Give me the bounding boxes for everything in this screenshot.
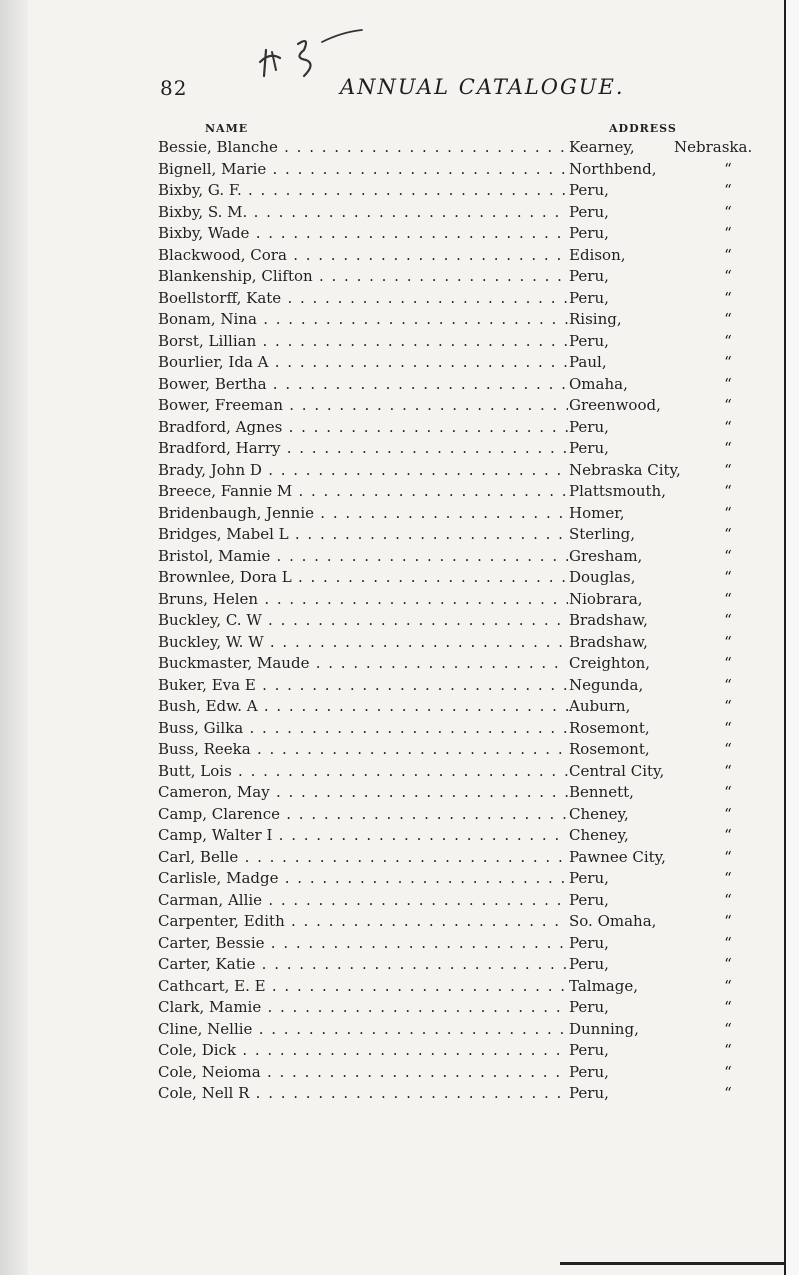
student-state: “ xyxy=(724,1062,732,1081)
student-address: Peru, xyxy=(568,331,609,353)
student-state: “ xyxy=(724,826,732,844)
student-address: Homer, xyxy=(568,503,625,525)
student-name: Bourlier, Ida A . . . xyxy=(158,352,568,374)
student-name: Clark, Mamie . . . xyxy=(158,997,568,1019)
student-name: Blankenship, Clifton . . . xyxy=(158,266,568,288)
student-state: “ xyxy=(724,417,732,436)
page-bottom-rule xyxy=(560,1262,784,1265)
list-item xyxy=(158,804,778,826)
student-name: Bonam, Nina . . . xyxy=(158,309,568,331)
list-item xyxy=(158,997,778,1019)
student-name: Blackwood, Cora . . . xyxy=(158,245,568,267)
list-item xyxy=(158,395,778,417)
list-item xyxy=(158,417,778,439)
student-state: “ xyxy=(724,181,732,199)
student-state: “ xyxy=(724,331,732,350)
student-state: “ xyxy=(724,718,732,737)
student-address: Peru, xyxy=(568,954,609,976)
student-address: Greenwood, xyxy=(568,395,661,417)
list-item xyxy=(158,911,778,933)
student-address: Peru, xyxy=(568,202,609,224)
student-state: “ xyxy=(724,396,732,414)
student-name: Camp, Walter I . . . xyxy=(158,825,568,847)
student-name: Bixby, Wade . . . xyxy=(158,223,568,245)
list-item xyxy=(158,567,778,589)
student-address: Edison, xyxy=(568,245,626,267)
student-state: “ xyxy=(724,546,732,565)
student-state: “ xyxy=(724,675,732,694)
page-gutter-shadow xyxy=(0,0,28,1275)
list-item xyxy=(158,374,778,396)
student-state: “ xyxy=(724,783,732,801)
student-name: Bessie, Blanche . . . xyxy=(158,137,568,159)
student-address: Peru, xyxy=(568,180,609,202)
student-name: Buker, Eva E . . . xyxy=(158,675,568,697)
student-address: Nebraska City, xyxy=(568,460,681,482)
student-address: Cheney, xyxy=(568,804,629,826)
list-item xyxy=(158,245,778,267)
student-state: “ xyxy=(724,482,732,500)
list-item xyxy=(158,868,778,890)
student-state: “ xyxy=(724,224,732,242)
student-state: “ xyxy=(724,933,732,952)
student-state: “ xyxy=(724,869,732,887)
student-state: “ xyxy=(724,998,732,1016)
list-item xyxy=(158,481,778,503)
student-state: “ xyxy=(724,1019,732,1038)
student-address: Bradshaw, xyxy=(568,610,648,632)
list-item xyxy=(158,266,778,288)
page-right-edge xyxy=(784,0,799,1275)
student-address: Northbend, xyxy=(568,159,657,181)
student-name: Butt, Lois . . . xyxy=(158,761,568,783)
student-name: Carter, Katie . . . xyxy=(158,954,568,976)
student-address: Pawnee City, xyxy=(568,847,666,869)
name-column-header: NAME xyxy=(205,122,249,135)
list-item xyxy=(158,653,778,675)
student-state: “ xyxy=(724,267,732,285)
list-item xyxy=(158,1040,778,1062)
student-address: Peru, xyxy=(568,890,609,912)
student-address: Peru, xyxy=(568,223,609,245)
student-name: Bower, Bertha . . . xyxy=(158,374,568,396)
list-item xyxy=(158,675,778,697)
student-name: Bixby, S. M. . . . xyxy=(158,202,568,224)
running-head-title: ANNUAL CATALOGUE. xyxy=(340,75,625,99)
student-state: “ xyxy=(724,804,732,823)
student-address: Negunda, xyxy=(568,675,643,697)
student-name: Bradford, Agnes . . . xyxy=(158,417,568,439)
student-name: Carter, Bessie . . . xyxy=(158,933,568,955)
student-name: Bixby, G. F. . . . xyxy=(158,180,568,202)
student-address: Kearney, xyxy=(568,137,635,159)
student-name: Carman, Allie . . . xyxy=(158,890,568,912)
student-address: Plattsmouth, xyxy=(568,481,666,503)
student-address: Peru, xyxy=(568,438,609,460)
student-state: “ xyxy=(724,374,732,393)
student-address: Rosemont, xyxy=(568,739,650,761)
student-state: “ xyxy=(724,353,732,371)
student-address: Cheney, xyxy=(568,825,629,847)
student-name: Carpenter, Edith . . . xyxy=(158,911,568,933)
student-state: “ xyxy=(724,1041,732,1059)
student-state: “ xyxy=(724,525,732,543)
student-name: Buss, Reeka . . . xyxy=(158,739,568,761)
student-name: Cole, Nell R . . . xyxy=(158,1083,568,1105)
student-state: “ xyxy=(724,1084,732,1102)
student-state: “ xyxy=(724,740,732,758)
student-name: Cline, Nellie . . . xyxy=(158,1019,568,1041)
student-address: Paul, xyxy=(568,352,607,374)
student-state: “ xyxy=(724,202,732,221)
student-state: “ xyxy=(724,697,732,715)
list-item xyxy=(158,503,778,525)
student-state: “ xyxy=(724,503,732,522)
list-item xyxy=(158,1083,778,1105)
student-name: Bignell, Marie . . . xyxy=(158,159,568,181)
list-item xyxy=(158,847,778,869)
student-name: Buckley, W. W . . . xyxy=(158,632,568,654)
student-name: Carlisle, Madge . . . xyxy=(158,868,568,890)
student-state: “ xyxy=(724,955,732,973)
student-list xyxy=(158,137,778,1105)
student-name: Buss, Gilka . . . xyxy=(158,718,568,740)
student-name: Cole, Dick . . . xyxy=(158,1040,568,1062)
student-state: “ xyxy=(724,568,732,586)
student-address: Peru, xyxy=(568,1083,609,1105)
list-item xyxy=(158,202,778,224)
student-state: “ xyxy=(724,460,732,479)
student-address: Douglas, xyxy=(568,567,636,589)
student-address: Sterling, xyxy=(568,524,635,546)
student-address: Peru, xyxy=(568,417,609,439)
student-state: “ xyxy=(724,654,732,672)
student-address: Omaha, xyxy=(568,374,628,396)
student-name: Boellstorff, Kate . . . xyxy=(158,288,568,310)
student-address: Peru, xyxy=(568,997,609,1019)
list-item xyxy=(158,718,778,740)
list-item xyxy=(158,137,778,159)
student-name: Bridenbaugh, Jennie . . . xyxy=(158,503,568,525)
student-state: “ xyxy=(724,611,732,629)
student-name: Bower, Freeman . . . xyxy=(158,395,568,417)
student-name: Brady, John D . . . xyxy=(158,460,568,482)
student-state: “ xyxy=(724,761,732,780)
list-item xyxy=(158,180,778,202)
list-item xyxy=(158,1019,778,1041)
student-address: Rosemont, xyxy=(568,718,650,740)
student-state: “ xyxy=(724,439,732,457)
student-name: Bruns, Helen . . . xyxy=(158,589,568,611)
student-address: Creighton, xyxy=(568,653,650,675)
list-item xyxy=(158,976,778,998)
student-name: Cathcart, E. E . . . xyxy=(158,976,568,998)
list-item xyxy=(158,223,778,245)
list-item xyxy=(158,890,778,912)
student-name: Brownlee, Dora L . . . xyxy=(158,567,568,589)
student-state: “ xyxy=(724,632,732,651)
student-address: Dunning, xyxy=(568,1019,639,1041)
student-state: “ xyxy=(724,912,732,930)
student-name: Borst, Lillian . . . xyxy=(158,331,568,353)
student-state: “ xyxy=(724,159,732,178)
list-item xyxy=(158,1062,778,1084)
student-state: “ xyxy=(724,245,732,264)
student-name: Camp, Clarence . . . xyxy=(158,804,568,826)
student-name: Buckley, C. W . . . xyxy=(158,610,568,632)
student-address: Peru, xyxy=(568,288,609,310)
list-item xyxy=(158,933,778,955)
student-name: Breece, Fannie M . . . xyxy=(158,481,568,503)
list-item xyxy=(158,352,778,374)
student-address: Auburn, xyxy=(568,696,630,718)
student-name: Carl, Belle . . . xyxy=(158,847,568,869)
student-address: Peru, xyxy=(568,933,609,955)
student-address: Niobrara, xyxy=(568,589,643,611)
student-name: Bridges, Mabel L . . . xyxy=(158,524,568,546)
student-name: Cameron, May . . . xyxy=(158,782,568,804)
student-state: “ xyxy=(724,890,732,909)
address-column-header: ADDRESS xyxy=(609,122,677,135)
student-state: Nebraska. xyxy=(674,138,753,156)
list-item xyxy=(158,438,778,460)
student-state: “ xyxy=(724,589,732,608)
student-address: Talmage, xyxy=(568,976,638,998)
student-address: Central City, xyxy=(568,761,664,783)
student-state: “ xyxy=(724,288,732,307)
student-address: Rising, xyxy=(568,309,622,331)
list-item xyxy=(158,524,778,546)
student-address: Peru, xyxy=(568,266,609,288)
student-address: Peru, xyxy=(568,1062,609,1084)
list-item xyxy=(158,331,778,353)
student-name: Bradford, Harry . . . xyxy=(158,438,568,460)
list-item xyxy=(158,954,778,976)
list-item xyxy=(158,632,778,654)
student-name: Bush, Edw. A . . . xyxy=(158,696,568,718)
student-state: “ xyxy=(724,847,732,866)
list-item xyxy=(158,288,778,310)
student-state: “ xyxy=(724,976,732,995)
student-state: “ xyxy=(724,310,732,328)
list-item xyxy=(158,159,778,181)
list-item xyxy=(158,696,778,718)
list-item xyxy=(158,761,778,783)
student-address: So. Omaha, xyxy=(568,911,656,933)
list-item xyxy=(158,825,778,847)
list-item xyxy=(158,782,778,804)
list-item xyxy=(158,610,778,632)
list-item xyxy=(158,460,778,482)
list-item xyxy=(158,589,778,611)
student-name: Cole, Neioma . . . xyxy=(158,1062,568,1084)
student-address: Peru, xyxy=(568,868,609,890)
page-number: 82 xyxy=(160,76,188,100)
student-address: Peru, xyxy=(568,1040,609,1062)
student-name: Buckmaster, Maude . . . xyxy=(158,653,568,675)
list-item xyxy=(158,309,778,331)
student-address: Bradshaw, xyxy=(568,632,648,654)
student-name: Bristol, Mamie . . . xyxy=(158,546,568,568)
list-item xyxy=(158,546,778,568)
handwritten-page-note xyxy=(258,22,368,80)
student-address: Gresham, xyxy=(568,546,642,568)
list-item xyxy=(158,739,778,761)
student-address: Bennett, xyxy=(568,782,634,804)
